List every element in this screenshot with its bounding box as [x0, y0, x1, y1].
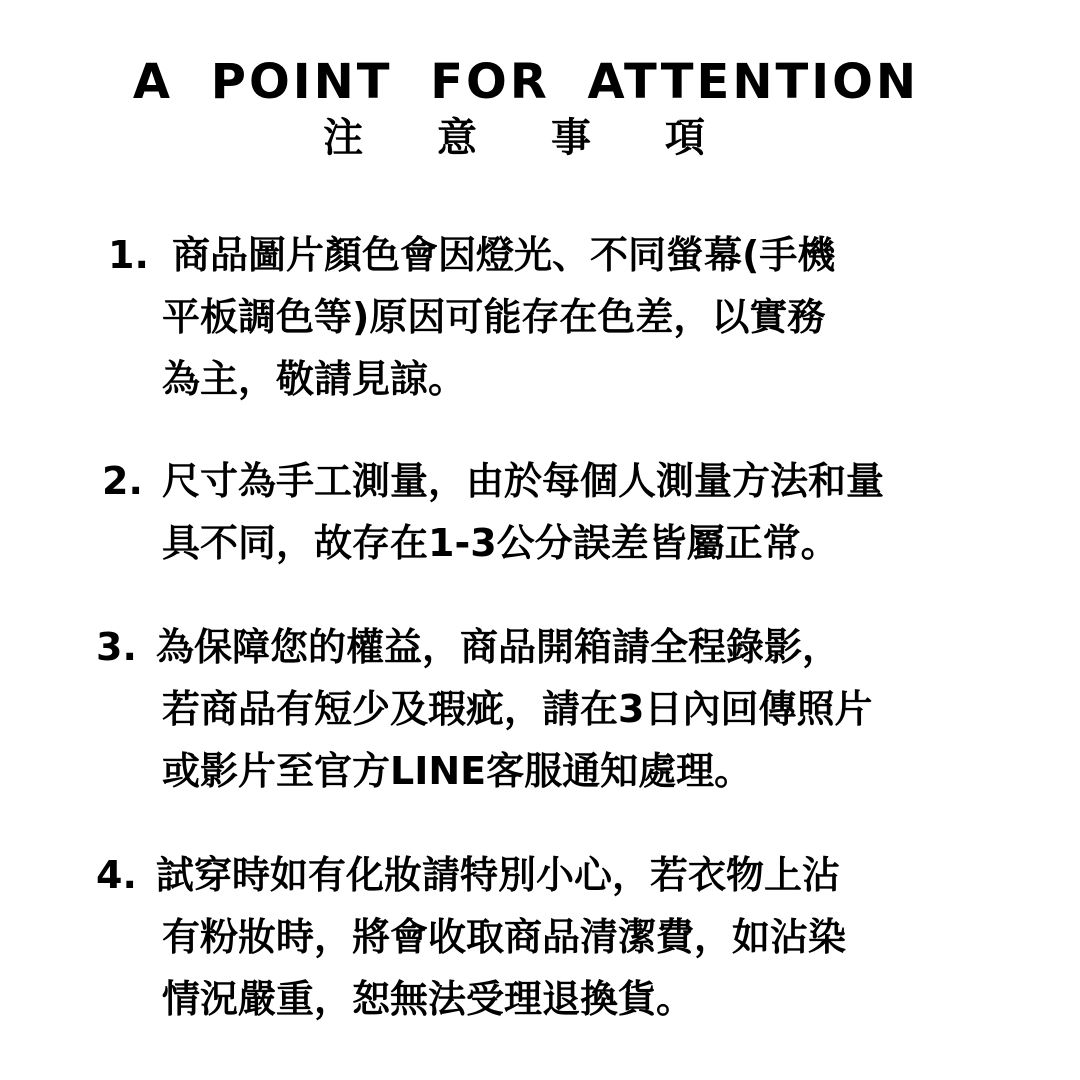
- notice-item-line: 情況嚴重，恕無法受理退換貨。: [162, 977, 695, 1021]
- notice-item-line: 有粉妝時，將會收取商品清潔費，如沾染: [162, 915, 847, 959]
- notice-item-line: 尺寸為手工測量，由於每個人測量方法和量: [162, 459, 885, 503]
- notice-item-line: 平板調色等)原因可能存在色差，以實務: [162, 295, 826, 339]
- notice-item-line: 或影片至官方LINE客服通知處理。: [162, 749, 753, 793]
- notice-item-line: 商品圖片顏色會因燈光、不同螢幕(手機: [172, 233, 836, 277]
- notice-item-number: 2.: [102, 459, 143, 503]
- notice-item-number: 4.: [96, 853, 137, 897]
- page-title-english: A POINT FOR ATTENTION: [132, 54, 920, 110]
- notice-item-line: 為主，敬請見諒。: [162, 357, 467, 401]
- notice-item-number: 3.: [96, 625, 137, 669]
- notice-item-number: 1.: [108, 233, 149, 277]
- notice-item-line: 若商品有短少及瑕疵，請在3日內回傳照片: [162, 687, 873, 731]
- page-title-chinese: 注 意 事 項: [323, 115, 735, 161]
- notice-item-line: 為保障您的權益，商品開箱請全程錄影，: [156, 625, 841, 669]
- notice-item-line: 試穿時如有化妝請特別小心，若衣物上沾: [156, 853, 841, 897]
- notice-item-line: 具不同，故存在1-3公分誤差皆屬正常。: [162, 521, 839, 565]
